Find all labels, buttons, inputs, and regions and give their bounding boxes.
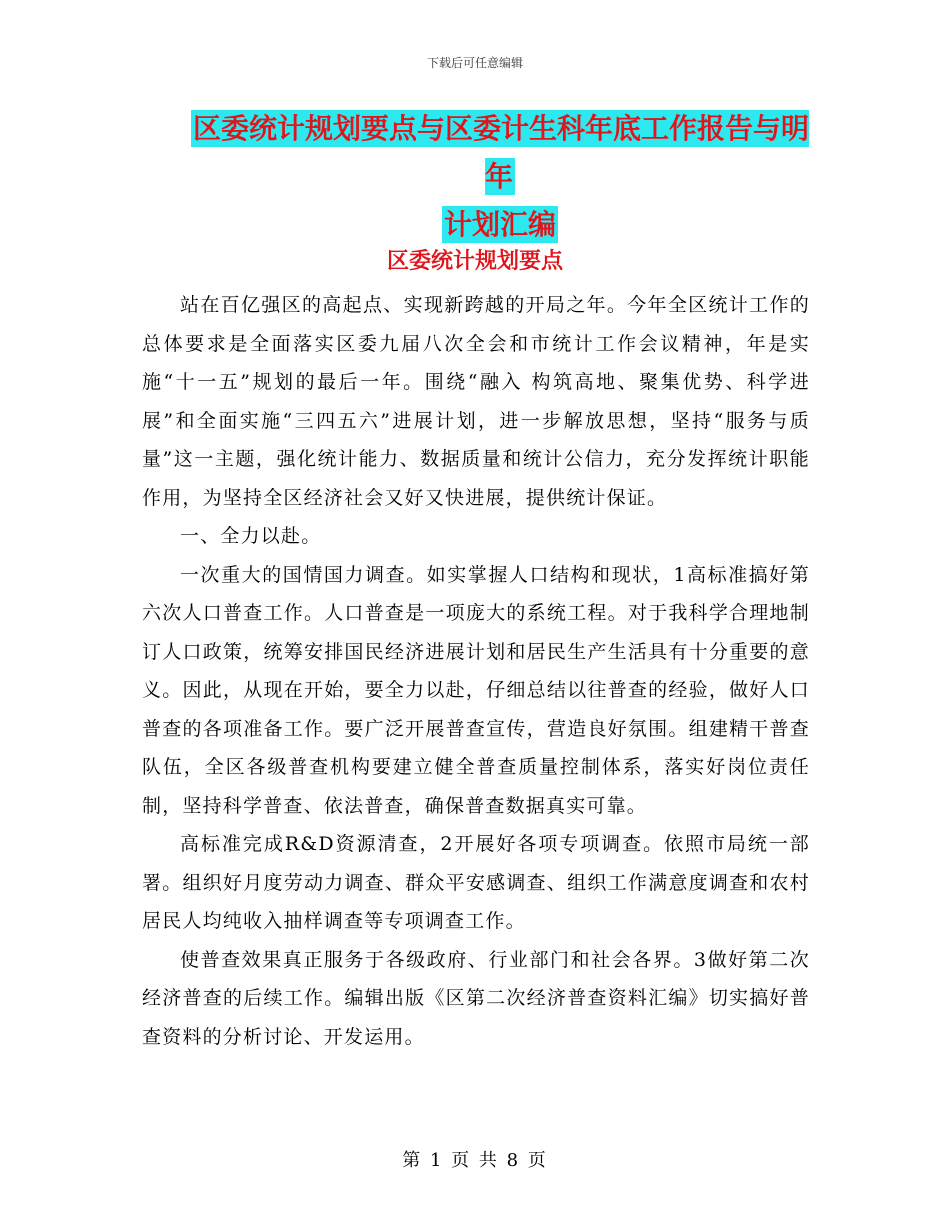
document-title <box>190 105 810 249</box>
document-title-line-1: 区委统计规划要点与区委计生科年底工作报告与明年 <box>192 112 809 193</box>
paragraph-economic-census: 使普查效果真正服务于各级政府、行业部门和社会各界。3做好第二次经济普查的后续工作。编辑出版《区第二次经济普查资料汇编》切实搞好普查资料的分析讨论、开发运用。 <box>142 948 810 1048</box>
body-text <box>142 286 810 1056</box>
paragraph-census: 一次重大的国情国力调查。如实掌握人口结构和现状，1高标准搞好第六次人口普查工作。人口普查是一项庞大的系统工程。对于我科学合理地制订人口政策，统筹安排国民经济进展计划和居民生产生活具有十分重要的意义。因此，从现在开始，要全力以赴，仔细总结以往普查的经验，做好人口普查的各项准备工作。要广泛开展普查宣传，营造良好氛围。组建精干普查队伍，全区各级普查机构要建立健全普查质量控制体系，落实好岗位责任制，坚持科学普查、依法普查，确保普查数据真实可靠。 <box>142 563 810 817</box>
paragraph-heading-1: 一、全力以赴。 <box>180 525 322 547</box>
paragraph-intro: 站在百亿强区的高起点、实现新跨越的开局之年。今年全区统计工作的总体要求是全面落实区委九届八次全会和市统计工作会议精神，年是实施“十一五”规划的最后一年。围绕“融入 构筑高地、聚集优势、科学进展”和全面实施“三四五六”进展计划，进一步解放思想，坚持“服务与质量”这一主题，强化统计能力、数据质量和统计公信力，充分发挥统计职能作用，为坚持全区经济社会又好又快进展，提供统计保证。 <box>142 294 810 509</box>
paragraph-surveys: 高标准完成R&D资源清查，2开展好各项专项调查。依照市局统一部署。组织好月度劳动力调查、群众平安感调查、组织工作满意度调查和农村居民人均纯收入抽样调查等专项调查工作。 <box>142 833 810 932</box>
document-title-line-2: 计划汇编 <box>443 208 556 241</box>
page-footer: 第 1 页 共 8 页 <box>402 1150 548 1171</box>
section-title: 区委统计规划要点 <box>386 249 563 274</box>
header-note: 下载后可任意编辑 <box>426 56 523 70</box>
